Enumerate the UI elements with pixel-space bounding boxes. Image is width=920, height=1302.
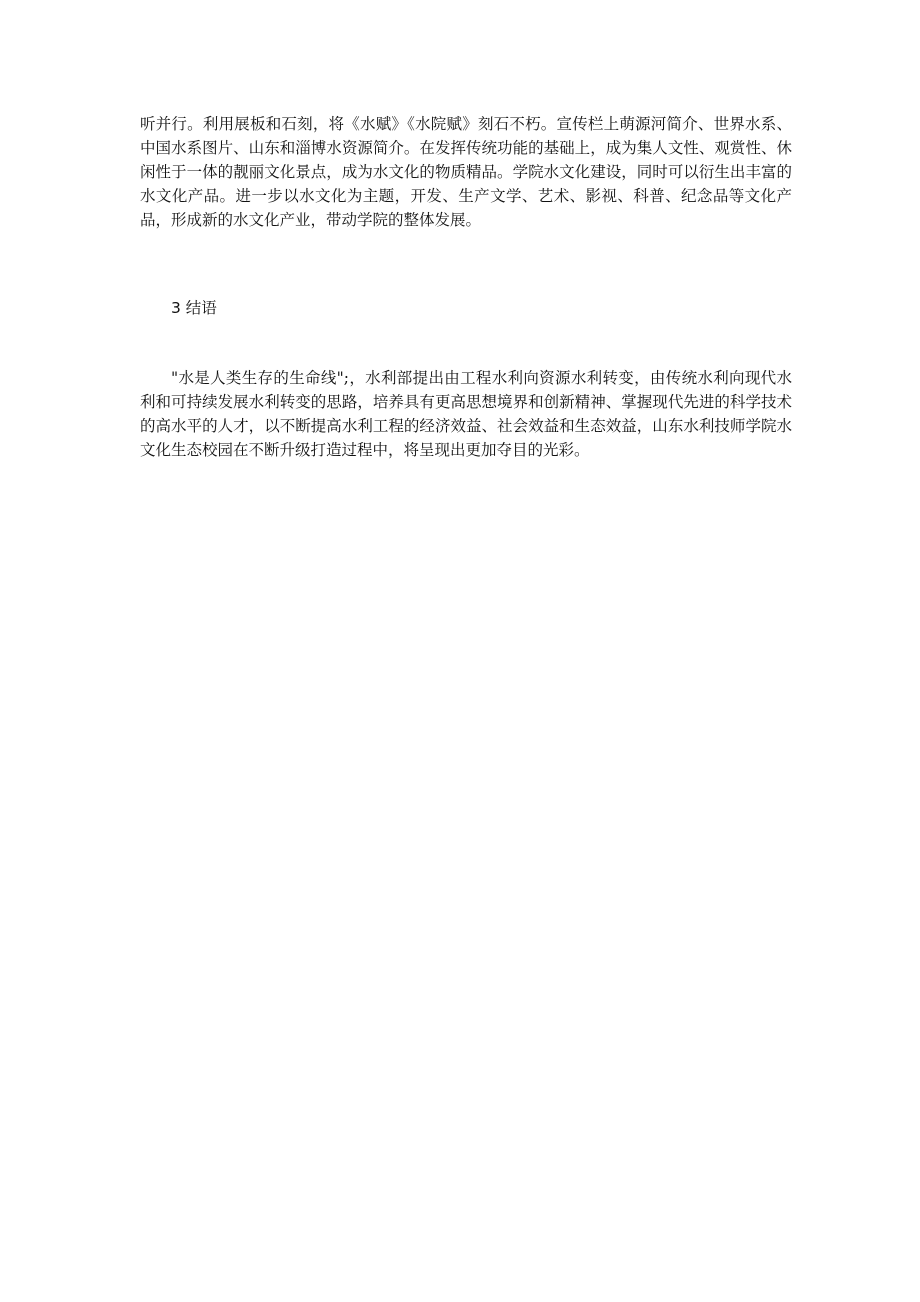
section-heading: 3 结语: [171, 299, 217, 317]
body-paragraph: 听并行。利用展板和石刻，将《水赋》《水院赋》刻石不朽。宣传栏上萌源河简介、世界水系、中国水系图片、山东和淄博水资源简介。在发挥传统功能的基础上，成为集人文性、观赏性、休闲性于一体的靓丽文化景点，成为水文化的物质精品。学院水文化建设，同时可以衍生出丰富的水文化产品。进一步以水文化为主题，开发、生产文学、艺术、影视、科普、纪念品等文化产品，形成新的水文化产业，带动学院的整体发展。: [140, 115, 792, 229]
conclusion-paragraph: "水是人类生存的生命线";，水利部提出由工程水利向资源水利转变，由传统水利向现代水利和可持续发展水利转变的思路，培养具有更高思想境界和创新精神、掌握现代先进的科学技术的高水平的人才，以不断提高水利工程的经济效益、社会效益和生态效益，山东水利技师学院水文化生态校园在不断升级打造过程中，将呈现出更加夺目的光彩。: [140, 369, 792, 459]
